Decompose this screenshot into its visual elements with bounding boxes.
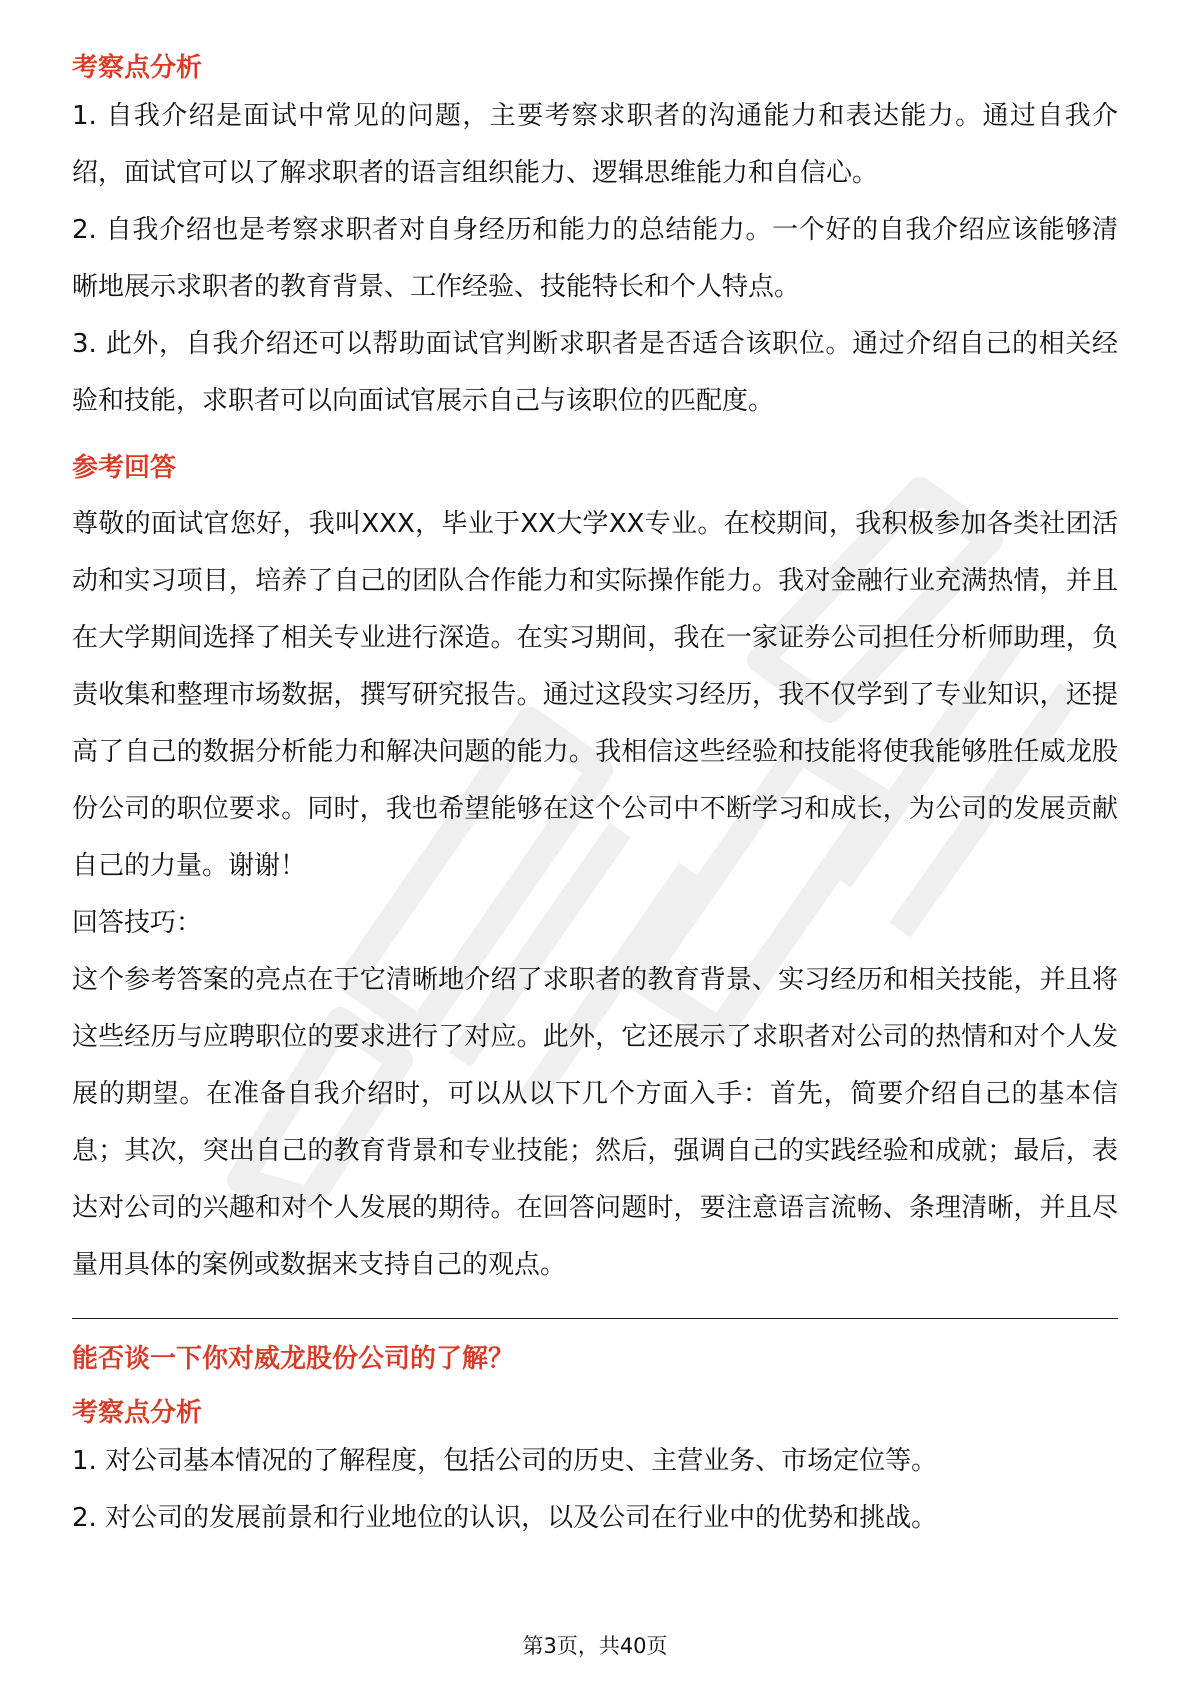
tips-label: 回答技巧： <box>72 908 203 938</box>
analysis-point-2: 2. 自我介绍也是考察求职者对自身经历和能力的总结能力。一个好的自我介绍应该能够清晰地展示求职者的教育背景、工作经验、技能特长和个人特点。 <box>72 215 1118 302</box>
question-point-1: 1. 对公司基本情况的了解程度，包括公司的历史、主营业务、市场定位等。 <box>72 1446 938 1476</box>
analysis-heading: 考察点分析 <box>72 53 203 83</box>
page-content <box>72 40 1118 1547</box>
section-divider <box>72 1318 1118 1319</box>
reference-answer: 尊敬的面试官您好，我叫XXX，毕业于XX大学XX专业。在校期间，我积极参加各类社团活动和实习项目，培养了自己的团队合作能力和实际操作能力。我对金融行业充满热情，并且在大学期间选择了相关专业进行深造。在实习期间，我在一家证券公司担任分析师助理，负责收集和整理市场数据，撰写研究报告。通过这段实习经历，我不仅学到了专业知识，还提高了自己的数据分析能力和解决问题的能力。我相信这些经验和技能将使我能够胜任威龙股份公司的职位要求。同时，我也希望能够在这个公司中不断学习和成长，为公司的发展贡献自己的力量。谢谢！ <box>72 509 1118 881</box>
answer-heading: 参考回答 <box>72 453 177 483</box>
answer-tips: 这个参考答案的亮点在于它清晰地介绍了求职者的教育背景、实习经历和相关技能，并且将这些经历与应聘职位的要求进行了对应。此外，它还展示了求职者对公司的热情和对个人发展的期望。在准备自我介绍时，可以从以下几个方面入手：首先，简要介绍自己的基本信息；其次，突出自己的教育背景和专业技能；然后，强调自己的实践经验和成就；最后，表达对公司的兴趣和对个人发展的期待。在回答问题时，要注意语言流畅、条理清晰，并且尽量用具体的案例或数据来支持自己的观点。 <box>72 965 1118 1280</box>
question-point-2: 2. 对公司的发展前景和行业地位的认识，以及公司在行业中的优势和挑战。 <box>72 1503 938 1533</box>
question-title: 能否谈一下你对威龙股份公司的了解？ <box>72 1344 515 1374</box>
page-number: 第3页，共40页 <box>522 1634 668 1658</box>
question-analysis-heading: 考察点分析 <box>72 1398 203 1428</box>
analysis-point-1: 1. 自我介绍是面试中常见的问题，主要考察求职者的沟通能力和表达能力。通过自我介绍，面试官可以了解求职者的语言组织能力、逻辑思维能力和自信心。 <box>72 101 1118 188</box>
analysis-point-3: 3. 此外，自我介绍还可以帮助面试官判断求职者是否适合该职位。通过介绍自己的相关经验和技能，求职者可以向面试官展示自己与该职位的匹配度。 <box>72 329 1118 416</box>
